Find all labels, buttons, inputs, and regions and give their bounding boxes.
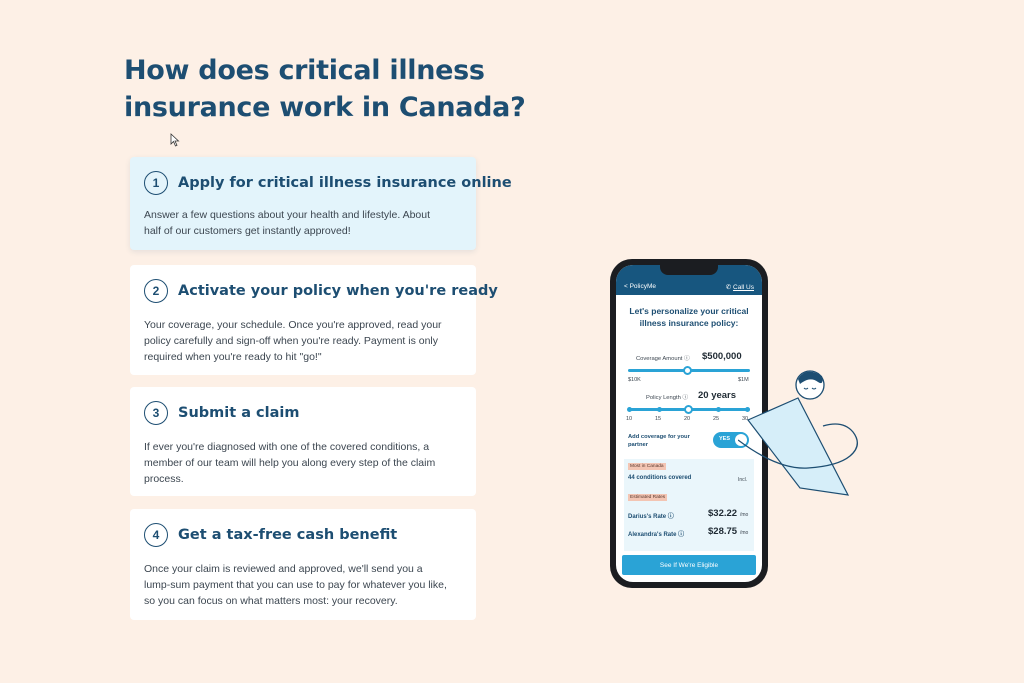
step-title: Activate your policy when you're ready [178, 283, 498, 299]
step-description: If ever you're diagnosed with one of the covered conditions, a member of our team will help you along every step of the claim process. [144, 441, 436, 485]
see-if-eligible-button[interactable]: See If We're Eligible [622, 555, 756, 575]
step-number: 2 [144, 279, 168, 303]
partner-coverage-label: Add coverage for your partner [628, 434, 690, 448]
rate-2-label: Alexandra's Rate ⓘ [628, 532, 685, 538]
rate-1-value: $32.22 [708, 508, 738, 519]
back-link[interactable]: < PolicyMe [624, 283, 656, 290]
step-description: Answer a few questions about your health and lifestyle. About half of our customers get instantly approved! [144, 209, 431, 237]
coverage-max-label: $1M [738, 377, 749, 383]
length-tick: 10 [626, 416, 633, 422]
step-card-2[interactable] [130, 265, 498, 375]
page-heading: How does critical illness insurance work in Canada? [124, 55, 526, 123]
policy-length-label: Policy Length ⓘ [646, 395, 689, 401]
coverage-slider-handle[interactable] [683, 366, 692, 375]
length-tick: 15 [655, 416, 662, 422]
step-number: 1 [144, 171, 168, 195]
most-in-canada-badge: Most in Canada [630, 464, 664, 469]
length-stop[interactable] [627, 407, 632, 412]
step-number: 3 [144, 401, 168, 425]
step-card-1[interactable] [130, 157, 512, 250]
conditions-covered: 44 conditions covered [628, 475, 692, 481]
person-illustration [738, 360, 868, 510]
call-us-link[interactable]: ✆ Call Us [725, 284, 754, 291]
length-tick: 30 [742, 416, 749, 422]
step-card-4[interactable] [130, 509, 476, 620]
included-label: Incl. [738, 477, 748, 483]
step-number: 4 [144, 523, 168, 547]
step-title: Submit a claim [178, 405, 300, 421]
per-month-label: /mo [740, 530, 749, 536]
length-stop[interactable] [716, 407, 721, 412]
policy-length-value: 20 years [698, 390, 737, 401]
personalize-title: Let's personalize your critical illness insurance policy: [629, 306, 749, 328]
coverage-min-label: $10K [628, 377, 641, 383]
mouse-cursor-icon [170, 133, 180, 147]
coverage-amount-label: Coverage Amount ⓘ [636, 356, 690, 362]
per-month-label: /mo [740, 512, 749, 518]
estimated-rates-badge: Estimated Rates [630, 495, 666, 500]
coverage-amount-value: $500,000 [702, 351, 742, 362]
length-stop[interactable] [657, 407, 662, 412]
step-description: Your coverage, your schedule. Once you're approved, read your policy carefully and sign-off when you're ready. Payment is only required when you're ready to hit "go!" [144, 319, 442, 363]
step-title: Apply for critical illness insurance online [178, 175, 512, 191]
toggle-label: YES [719, 436, 731, 442]
length-tick: 20 [684, 416, 691, 422]
step-card-3[interactable] [130, 387, 476, 496]
step-description: Once your claim is reviewed and approved, we'll send you a lump-sum payment that you can use to pay for whatever you like, so you can focus on what matters most: your recovery. [144, 563, 447, 607]
policy-length-handle[interactable] [684, 405, 693, 414]
rate-2-value: $28.75 [708, 526, 738, 537]
rate-1-label: Darius's Rate ⓘ [628, 514, 674, 520]
length-tick: 25 [713, 416, 720, 422]
step-title: Get a tax-free cash benefit [178, 527, 398, 543]
phone-notch [660, 265, 718, 275]
